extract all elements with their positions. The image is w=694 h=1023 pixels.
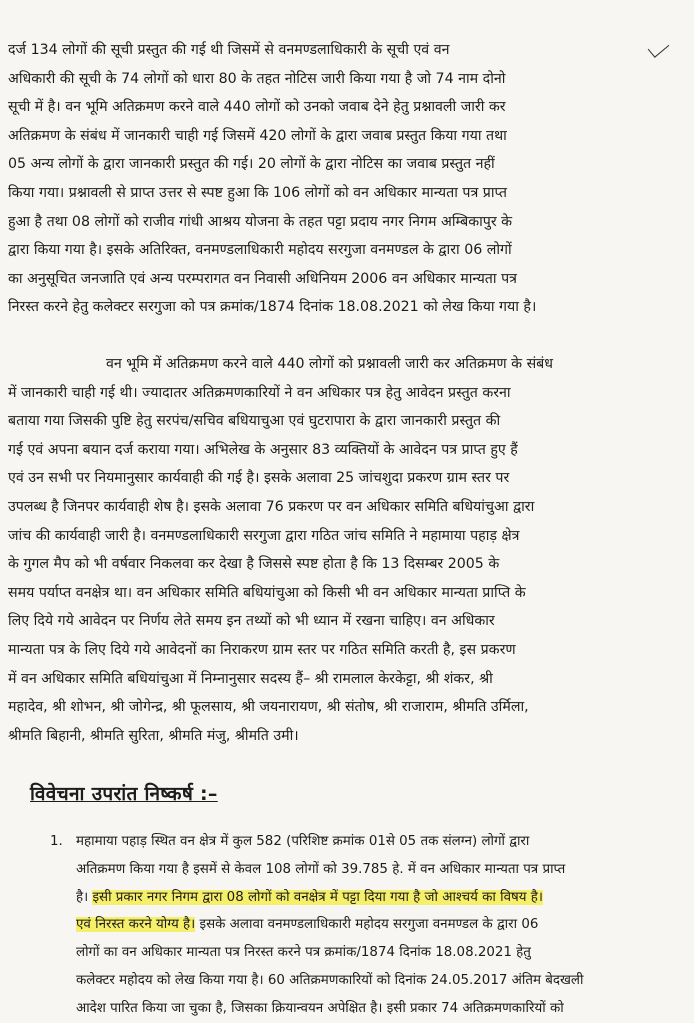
list-line: आदेश पारित किया जा चुका है, जिसका क्रियान्वयन अपेक्षित है। इसी प्रकार 74 अतिक्रमणकारियों को <box>76 1000 564 1016</box>
list-line <box>76 884 680 912</box>
text-line: गई एवं अपना बयान दर्ज कराया गया। अभिलेख के अनुसार 83 व्यक्तियों के आवेदन पत्र प्राप्त हुए हैं <box>8 441 518 458</box>
list-line: लोगों का वन अधिकार मान्यता पत्र निरस्त करने पत्र क्रमांक/1874 दिनांक 18.08.2021 हेतु <box>76 945 531 961</box>
text-line: निरस्त करने हेतु कलेक्टर सरगुजा को पत्र क्रमांक/1874 दिनांक 18.08.2021 को लेख किया गया है। <box>8 299 537 316</box>
text-line: उपलब्ध है जिनपर कार्यवाही शेष है। इसके अलावा 76 प्रकरण पर वन अधिकार समिति बधियांचुआ द्वारा <box>8 498 535 515</box>
text-line: एवं उन सभी पर नियमानुसार कार्यवाही की गई है। इसके अलावा 25 जांचशुदा प्रकरण ग्राम स्तर पर <box>8 470 510 487</box>
text-line: मान्यता पत्र के लिए दिये गये आवेदनों का निराकरण ग्राम स्तर पर गठित समिति करती है, इस प्रकरण <box>8 641 516 658</box>
list-number: 1. <box>50 834 63 849</box>
text-line: किया गया। प्रश्नावली से प्राप्त उत्तर से स्पष्ट हुआ कि 106 लोगों को वन अधिकार मान्यता पत्र प्राप्त <box>8 184 508 201</box>
highlighted-text: एवं निरस्त करने योग्य है। <box>76 917 196 933</box>
text-line: द्वारा किया गया है। इसके अतिरिक्त, वनमण्डलाधिकारी महोदय सरगुजा वनमण्डल के द्वारा 06 लोगों <box>8 242 512 259</box>
text-line: बताया गया जिसकी पुष्टि हेतु सरपंच/सचिव बधियाचुआ एवं घुटरापारा के द्वारा जानकारी प्रस्तुत की <box>8 413 501 430</box>
text-line: के गुगल मैप को भी वर्षवार निकलवा कर देखा है जिससे स्पष्ट होता है कि 13 दिसम्बर 2005 के <box>8 556 500 573</box>
text-line: लिए दिये गये आवेदन पर निर्णय लेते समय इन तथ्यों को भी ध्यान में रखना चाहिए। वन अधिकार <box>8 613 495 630</box>
text-line: समय पर्याप्त वनक्षेत्र था। वन अधिकार समिति बधियांचुआ को किसी भी वन अधिकार मान्यता प्राप्ति के <box>8 584 526 601</box>
list-line: अतिक्रमण किया गया है इसमें से केवल 108 लोगों को 39.785 हे. में वन अधिकार मान्यता पत्र प्राप्त <box>76 861 566 877</box>
text-line: का अनुसूचित जनजाति एवं अन्य परम्परागत वन निवासी अधिनियम 2006 वन अधिकार मान्यता पत्र <box>8 270 517 287</box>
list-text: है। <box>76 889 89 905</box>
highlighted-text: इसी प्रकार नगर निगम द्वारा 08 लोगों को वनक्षेत्र में पट्टा दिया गया है जो आश्चर्य का विषय है। <box>92 889 543 905</box>
text-line: सूची में है। वन भूमि अतिक्रमण करने वाले 440 लोगों को उनको जवाब देने हेतु प्रश्नावली जारी कर <box>8 99 506 116</box>
text-line: वन भूमि में अतिक्रमण करने वाले 440 लोगों को प्रश्नावली जारी कर अतिक्रमण के संबंध <box>106 356 554 372</box>
list-line: महामाया पहाड़ स्थित वन क्षेत्र में कुल 582 (परिशिष्ट क्रमांक 01से 05 तक संलग्न) लोगों द्वारा <box>76 834 530 849</box>
section-heading: विवेचना उपरांत निष्कर्ष :– <box>30 783 218 805</box>
text-line: जांच की कार्यवाही जारी है। वनमण्डलाधिकारी सरगुजा द्वारा गठित जांच समिति ने महामाया पहाड़ क्षेत्र <box>8 527 520 544</box>
text-line: अधिकारी की सूची के 74 लोगों को धारा 80 के तहत नोटिस जारी किया गया है जो 74 नाम दोनो <box>8 70 506 87</box>
list-line <box>76 911 680 939</box>
list-line: कलेक्टर महोदय को लेख किया गया है। 60 अतिक्रमणकारियों को दिनांक 24.05.2017 अंतिम बेदखली <box>76 972 584 988</box>
text-line: दर्ज 134 लोगों की सूची प्रस्तुत की गई थी जिसमें से वनमण्डलाधिकारी के सूची एवं वन <box>8 42 450 58</box>
text-line: श्रीमति बिहानी, श्रीमति सुरिता, श्रीमति मंजु, श्रीमति उमी। <box>8 727 299 744</box>
paragraph-2 <box>8 350 668 750</box>
list-item-body <box>76 828 680 1023</box>
text-line: 05 अन्य लोगों के द्वारा जानकारी प्रस्तुत की गई। 20 लोगों के द्वारा नोटिस का जवाब प्रस्तुत नहीं <box>8 156 495 173</box>
list-text: इसके अलावा वनमण्डलाधिकारी महोदय सरगुजा वनमण्डल के द्वारा 06 <box>199 917 539 933</box>
text-line: हुआ है तथा 08 लोगों को राजीव गांधी आश्रय योजना के तहत पट्टा प्रदाय नगर निगम अम्बिकापुर के <box>8 213 513 230</box>
text-line: अतिक्रमण के संबंध में जानकारी चाही गई जिसमें 420 लोगों के द्वारा जवाब प्रस्तुत किया गया तथा <box>8 127 507 144</box>
text-line: महादेव, श्री शोभन, श्री जोगेन्द्र, श्री फूलसाय, श्री जयनारायण, श्री संतोष, श्री राजाराम, श्रीमति उर्मिला, <box>8 699 529 716</box>
paragraph-1 <box>8 36 668 322</box>
text-line: में वन अधिकार समिति बधियांचुआ में निम्नानुसार सदस्य हैं– श्री रामलाल केरकेट्टा, श्री शंकर, श्री <box>8 670 493 687</box>
text-line: में जानकारी चाही गई थी। ज्यादातर अतिक्रमणकारियों ने वन अधिकार पत्र हेतु आवेदन प्रस्तुत करना <box>8 384 511 401</box>
